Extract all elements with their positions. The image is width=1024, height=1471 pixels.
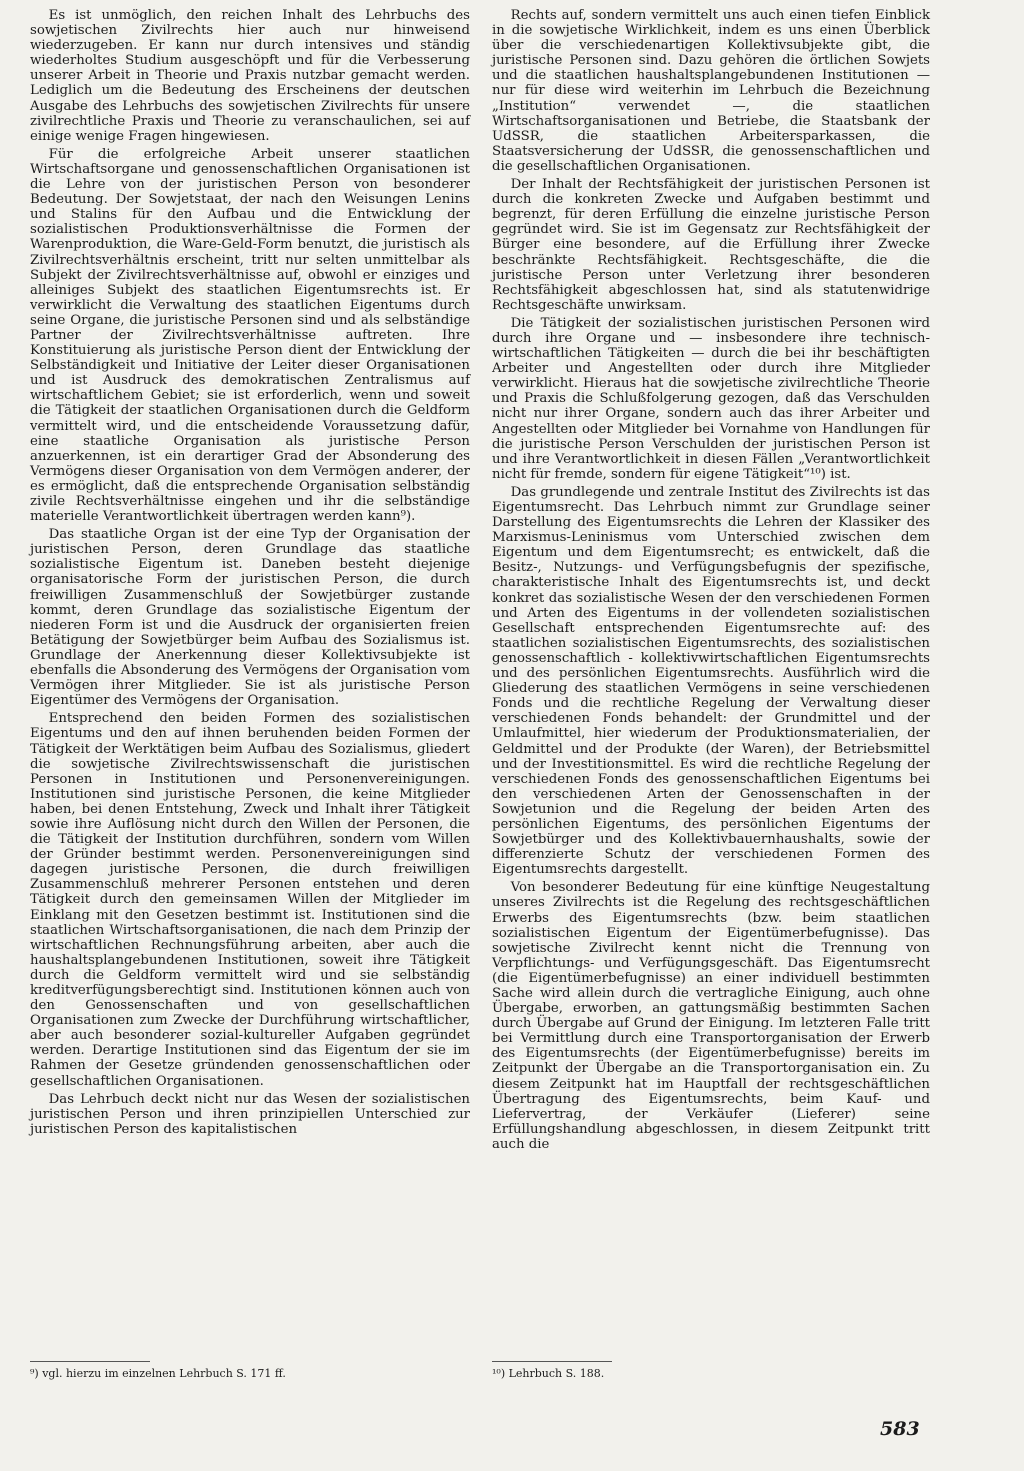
paragraph: Das grundlegende und zentrale Institut des Zivilrechts ist das Eigentumsrecht. Das Lehrbuch nimmt zur Grundlage seiner Darstellung des Eigentumsrechts die Lehren der Klassiker des Marxismus-Leninismus vom Unterschied zwischen dem Eigentum und dem Eigentumsrecht; es entwickelt, daß die Besitz-, Nutzungs- und Verfügungsbefugnis der spezifische, charakteristische Inhalt des Eigentumsrechts ist, und deckt konkret das sozialistische Wesen der den verschiedenen Formen und Arten des Eigentums in der vollendeten sozialistischen Gesellschaft entsprechenden Eigentumsrechte auf: des staatlichen sozialistischen Eigentumsrechts, des sozialistischen genossenschaftlich - kollektivwirtschaftlichen Eigentumsrechts und des persönlichen Eigentumsrechts. Ausführlich wird die Gliederung des staatlichen Vermögens in seine verschiedenen Fonds und die rechtliche Regelung der Verwaltung dieser verschiedenen Fonds behandelt: der Grundmittel und der Umlaufmittel, hier wiederum der Produktionsmaterialien, der Geldmittel und der Produkte (der Waren), der Betriebsmittel und der Investitionsmittel. Es wird die rechtliche Regelung der verschiedenen Fonds des genossenschaftlichen Eigentums bei den verschiedenen Arten der Genossenschaften in der Sowjetunion und die Regelung der beiden Arten des persönlichen Eigentums, des persönlichen Eigentums der Sowjetbürger und des Kollektivbauernhaushalts, sowie der differenzierte Schutz der verschiedenen Formen des Eigentumsrechts dargestellt.	[492, 484, 930, 878]
paragraph: Das staatliche Organ ist der eine Typ der Organisation der juristischen Person, deren Grundlage das staatliche sozialistische Eigentum ist. Daneben besteht diejenige organisatorische Form der juristischen Person, die durch freiwilligen Zusammenschluß der Sowjetbürger zustande kommt, deren Grundlage das sozialistische Eigentum der niederen Form ist und die Ausdruck der organisierten freien Betätigung der Sowjetbürger beim Aufbau des Sozialismus ist. Grundlage der Anerkennung dieser Kollektivsubjekte ist ebenfalls die Absonderung des Vermögens der Organisation vom Vermögen ihrer Mitglieder. Sie ist als juristische Person Eigentümer des Vermögens der Organisation.	[30, 527, 470, 709]
footnote-9: ⁹) vgl. hierzu im einzelnen Lehrbuch S. 171 ff.	[30, 1367, 286, 1380]
footnote-10: ¹⁰) Lehrbuch S. 188.	[492, 1367, 605, 1380]
paragraph: Das Lehrbuch deckt nicht nur das Wesen der sozialistischen juristischen Person und ihren prinzipiellen Unterschied zur juristischen Person des kapitalistischen	[30, 1091, 470, 1137]
left-text-column	[30, 8, 470, 1140]
paragraph: Es ist unmöglich, den reichen Inhalt des Lehrbuchs des sowjetischen Zivilrechts hier auch nur hinweisend wiederzugeben. Er kann nur durch intensives und ständig wiederholtes Studium ausgeschöpft und für die Verbesserung unserer Arbeit in Theorie und Praxis nutzbar gemacht werden. Lediglich um die Bedeutung des Erscheinens der deutschen Ausgabe des Lehrbuchs des sowjetischen Zivilrechts für unsere zivilrechtliche Praxis und Theorie zu veranschaulichen, sei auf einige wenige Fragen hingewiesen.	[30, 8, 470, 144]
footnote-divider	[492, 1361, 612, 1362]
paragraph: Entsprechend den beiden Formen des sozialistischen Eigentums und den auf ihnen beruhenden beiden Formen der Tätigkeit der Werktätigen beim Aufbau des Sozialismus, gliedert die sowjetische Zivilrechtswissenschaft die juristischen Personen in Institutionen und Personenvereinigungen. Institutionen sind juristische Personen, die keine Mitglieder haben, bei denen Entstehung, Zweck und Inhalt ihrer Tätigkeit sowie ihre Auflösung nicht durch den Willen der Personen, die die Tätigkeit der Institution durchführen, sondern vom Willen der Gründer bestimmt werden. Personenvereinigungen sind dagegen juristische Personen, die durch freiwilligen Zusammenschluß mehrerer Personen entstehen und deren Tätigkeit durch den gemeinsamen Willen der Mitglieder im Einklang mit den Gesetzen bestimmt ist. Institutionen sind die staatlichen Wirtschaftsorganisationen, die nach dem Prinzip der wirtschaftlichen Rechnungsführung arbeiten, aber auch die haushaltsplangebundenen Institutionen, soweit ihre Tätigkeit durch die Geldform vermittelt wird und sie selbständig kreditverfügungsberechtigt sind. Institutionen können auch von den Genossenschaften und von gesellschaftlichen Organisationen zum Zwecke der Durchführung wirtschaftlicher, aber auch besonderer sozial-kultureller Aufgaben gegründet werden. Derartige Institutionen sind das Eigentum der sie im Rahmen der Gesetze gründenden genossenschaftlichen oder gesellschaftlichen Organisationen.	[30, 711, 470, 1089]
paragraph: Rechts auf, sondern vermittelt uns auch einen tiefen Einblick in die sowjetische Wirklichkeit, indem es uns einen Überblick über die verschiedenartigen Kollektivsubjekte gibt, die juristische Personen sind. Dazu gehören die örtlichen Sowjets und die staatlichen haushaltsplangebundenen Institutionen — nur für diese wird weiterhin im Lehrbuch die Bezeichnung „Institution“ verwendet —, die staatlichen Wirtschaftsorganisationen und Betriebe, die Staatsbank der UdSSR, die staatlichen Arbeitersparkassen, die Staatsversicherung der UdSSR, die genossenschaftlichen und die gesellschaftlichen Organisationen.	[492, 8, 930, 174]
paragraph: Der Inhalt der Rechtsfähigkeit der juristischen Personen ist durch die konkreten Zwecke und Aufgaben bestimmt und begrenzt, für deren Erfüllung die einzelne juristische Person gegründet wird. Sie ist im Gegensatz zur Rechtsfähigkeit der Bürger eine besondere, auf die Erfüllung ihrer Zwecke beschränkte Rechtsfähigkeit. Rechtsgeschäfte, die die juristische Person unter Verletzung ihrer besonderen Rechtsfähigkeit abgeschlossen hat, sind als statutenwidrige Rechtsgeschäfte unwirksam.	[492, 177, 930, 313]
page-number: 583	[880, 1418, 920, 1440]
footnote-divider	[30, 1361, 150, 1362]
paragraph: Für die erfolgreiche Arbeit unserer staatlichen Wirtschaftsorgane und genossenschaftlichen Organisationen ist die Lehre von der juristischen Person von besonderer Bedeutung. Der Sowjetstaat, der nach den Weisungen Lenins und Stalins für den Aufbau und die Entwicklung der sozialistischen Produktionsverhältnisse die Formen der Warenproduktion, die Ware-Geld-Form benutzt, die juristisch als Zivilrechtsverhältnis erscheint, tritt nur selten unmittelbar als Subjekt der Zivilrechtsverhältnisse auf, obwohl er einziges und alleiniges Subjekt des staatlichen Eigentumsrechts ist. Er verwirklicht die Verwaltung des staatlichen Eigentums durch seine Organe, die juristische Personen sind und als selbständige Partner der Zivilrechtsverhältnisse auftreten. Ihre Konstituierung als juristische Person dient der Entwicklung der Selbständigkeit und Initiative der Leiter dieser Organisationen und ist Ausdruck des demokratischen Zentralismus auf wirtschaftlichem Gebiet; sie ist erforderlich, wenn und soweit die Tätigkeit der staatlichen Organisationen durch die Geldform vermittelt wird, und die entscheidende Voraussetzung dafür, eine staatliche Organisation als juristische Person anzuerkennen, ist ein derartiger Grad der Absonderung des Vermögens dieser Organisation von dem Vermögen anderer, der es ermöglicht, daß die entsprechende Organisation selbständig zivile Rechtsverhältnisse eingehen und ihr die selbständige materielle Verantwortlichkeit übertragen werden kann⁹).	[30, 146, 470, 525]
paragraph: Die Tätigkeit der sozialistischen juristischen Personen wird durch ihre Organe und — insbesondere ihre technisch-wirtschaftlichen Tätigkeiten — durch die bei ihr beschäftigten Arbeiter und Angestellten oder durch ihre Mitglieder verwirklicht. Hieraus hat die sowjetische zivilrechtliche Theorie und Praxis die Schlußfolgerung gezogen, daß das Verschulden nicht nur ihrer Organe, sondern auch das ihrer Arbeiter und Angestellten oder Mitglieder bei Vornahme von Handlungen für die juristische Person Verschulden der juristischen Person ist und ihre Verantwortlichkeit in diesen Fällen „Verantwortlichkeit nicht für fremde, sondern für eigene Tätigkeit“¹⁰) ist.	[492, 315, 930, 482]
right-text-column	[492, 8, 930, 1155]
paragraph: Von besonderer Bedeutung für eine künftige Neugestaltung unseres Zivilrechts ist die Regelung des rechtsgeschäftlichen Erwerbs des Eigentumsrechts (bzw. beim staatlichen sozialistischen Eigentum der Eigentümerbefugnisse). Das sowjetische Zivilrecht kennt nicht die Trennung von Verpflichtungs- und Verfügungsgeschäft. Das Eigentumsrecht (die Eigentümerbefugnisse) an einer individuell bestimmten Sache wird allein durch die vertragliche Einigung, auch ohne Übergabe, erworben, an gattungsmäßig bestimmten Sachen durch Übergabe auf Grund der Einigung. Im letzteren Falle tritt bei Vermittlung durch eine Transportorganisation der Erwerb des Eigentumsrechts (der Eigentümerbefugnisse) bereits im Zeitpunkt der Übergabe an die Transportorganisation ein. Zu diesem Zeitpunkt hat im Hauptfall der rechtsgeschäftlichen Übertragung des Eigentumsrechts, beim Kauf- und Liefervertrag, der Verkäufer (Lieferer) seine Erfüllungshandlung abgeschlossen, in diesem Zeitpunkt tritt auch die	[492, 880, 930, 1152]
